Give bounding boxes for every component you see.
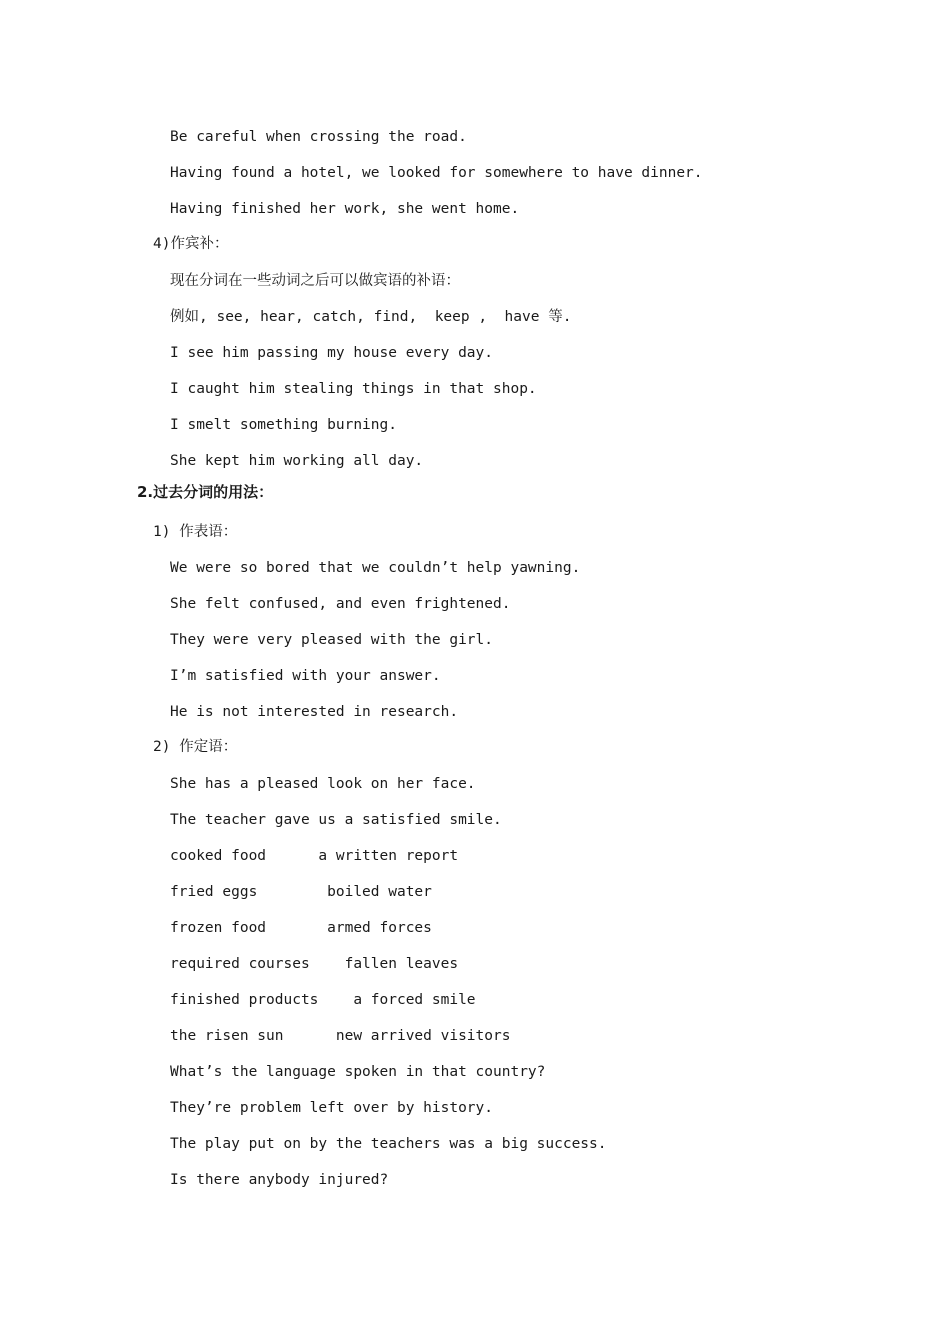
text-line: They were very pleased with the girl. bbox=[170, 632, 494, 648]
text-line: 例如, see, hear, catch, find, keep , have 等. bbox=[170, 309, 572, 325]
text-line: He is not interested in research. bbox=[170, 704, 459, 720]
text-line: I caught him stealing things in that shop. bbox=[170, 381, 537, 397]
text-line: They’re problem left over by history. bbox=[170, 1100, 494, 1116]
text-line: She has a pleased look on her face. bbox=[170, 776, 476, 792]
text-line: We were so bored that we couldn’t help yawning. bbox=[170, 560, 581, 576]
text-line: The play put on by the teachers was a big success. bbox=[170, 1136, 607, 1152]
section-heading: 2.过去分词的用法： bbox=[137, 483, 274, 501]
text-line: finished products a forced smile bbox=[170, 992, 476, 1008]
text-line: 现在分词在一些动词之后可以做宾语的补语： bbox=[170, 273, 460, 289]
text-line: I smelt something burning. bbox=[170, 417, 397, 433]
text-line: frozen food armed forces bbox=[170, 920, 432, 936]
text-line: Is there anybody injured? bbox=[170, 1172, 389, 1188]
text-line: Having finished her work, she went home. bbox=[170, 201, 520, 217]
text-line: Be careful when crossing the road. bbox=[170, 129, 467, 145]
text-line: Having found a hotel, we looked for somewhere to have dinner. bbox=[170, 165, 703, 181]
text-line: What’s the language spoken in that country? bbox=[170, 1064, 546, 1080]
text-line: She kept him working all day. bbox=[170, 453, 424, 469]
text-line: I’m satisfied with your answer. bbox=[170, 668, 441, 684]
subsection-heading: 2) 作定语： bbox=[153, 739, 238, 755]
text-line: the risen sun new arrived visitors bbox=[170, 1028, 511, 1044]
text-line: I see him passing my house every day. bbox=[170, 345, 494, 361]
text-line: The teacher gave us a satisfied smile. bbox=[170, 812, 502, 828]
subsection-heading: 1) 作表语： bbox=[153, 524, 238, 540]
text-line: required courses fallen leaves bbox=[170, 956, 459, 972]
subsection-heading: 4)作宾补： bbox=[153, 236, 229, 252]
text-line: She felt confused, and even frightened. bbox=[170, 596, 511, 612]
text-line: cooked food a written report bbox=[170, 848, 459, 864]
text-line: fried eggs boiled water bbox=[170, 884, 432, 900]
